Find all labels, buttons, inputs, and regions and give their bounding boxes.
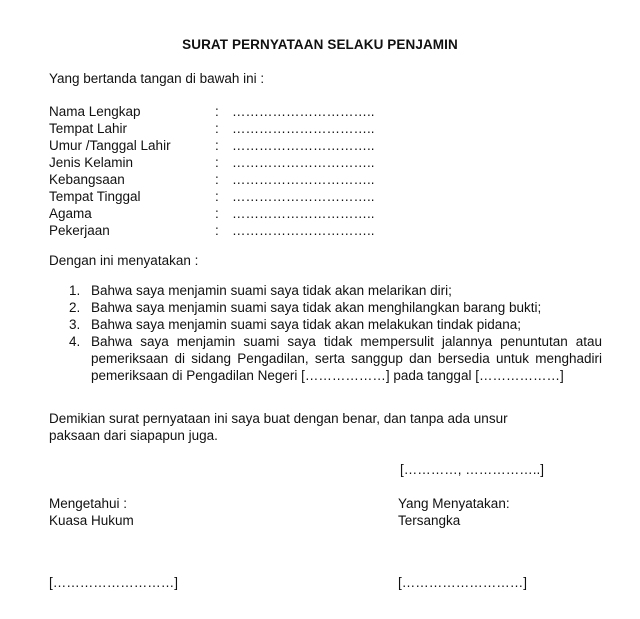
signature-block-right <box>398 495 510 529</box>
list-item <box>69 333 602 384</box>
field-row-nama <box>49 103 449 120</box>
list-item-text: Bahwa saya menjamin suami saya tidak akan menghilangkan barang bukti; <box>91 300 542 315</box>
identity-fields <box>49 103 449 239</box>
signature-role: Tersangka <box>398 513 461 528</box>
field-value-blank: ………………………….. <box>232 121 375 136</box>
field-label: Tempat Tinggal <box>49 189 141 204</box>
field-row-agama <box>49 205 449 222</box>
field-colon: : <box>215 104 219 119</box>
list-item <box>69 282 602 299</box>
field-colon: : <box>215 138 219 153</box>
field-value-blank: ………………………….. <box>232 104 375 119</box>
list-item-number: 1. <box>69 283 81 298</box>
field-label: Agama <box>49 206 92 221</box>
signature-name-blank-left: [………………………] <box>49 575 179 590</box>
field-colon: : <box>215 121 219 136</box>
field-label: Tempat Lahir <box>49 121 128 136</box>
field-row-kebangsaan <box>49 171 449 188</box>
list-item-number: 4. <box>69 334 81 349</box>
list-item-text: Bahwa saya menjamin suami saya tidak akan melakukan tindak pidana; <box>91 317 521 332</box>
list-item-number: 3. <box>69 317 81 332</box>
closing-paragraph: Demikian surat pernyataan ini saya buat dengan benar, dan tanpa ada unsur paksaan dari siapapun juga. <box>49 411 508 443</box>
field-colon: : <box>215 223 219 238</box>
field-colon: : <box>215 155 219 170</box>
field-value-blank: ………………………….. <box>232 206 375 221</box>
field-colon: : <box>215 189 219 204</box>
statement-list <box>69 282 602 384</box>
place-date-line: […………, ……………..] <box>400 462 545 477</box>
signature-name-blank-right: [………………………] <box>398 575 528 590</box>
list-item-text: Bahwa saya menjamin suami saya tidak akan melarikan diri; <box>91 283 452 298</box>
list-item-text: Bahwa saya menjamin suami saya tidak mempersulit jalannya penuntutan atau pemeriksaan di sidang Pengadilan, serta sanggup dan bersedia untuk menghadiri pemeriksaan di Pengadilan Negeri [………………] pada tanggal [………………] <box>91 334 602 383</box>
field-value-blank: ………………………….. <box>232 138 375 153</box>
signature-heading: Yang Menyatakan: <box>398 496 510 511</box>
signature-block-left <box>49 495 134 529</box>
list-item <box>69 316 602 333</box>
field-row-tempat-lahir <box>49 120 449 137</box>
list-item <box>69 299 602 316</box>
document-title: SURAT PERNYATAAN SELAKU PENJAMIN <box>182 37 458 52</box>
field-row-tempat-tinggal <box>49 188 449 205</box>
field-label: Nama Lengkap <box>49 104 141 119</box>
field-row-pekerjaan <box>49 222 449 239</box>
signature-role: Kuasa Hukum <box>49 513 134 528</box>
field-colon: : <box>215 172 219 187</box>
field-label: Umur /Tanggal Lahir <box>49 138 171 153</box>
field-value-blank: ………………………….. <box>232 155 375 170</box>
field-value-blank: ………………………….. <box>232 189 375 204</box>
list-item-number: 2. <box>69 300 81 315</box>
intro-text: Yang bertanda tangan di bawah ini : <box>49 71 265 86</box>
declaration-intro: Dengan ini menyatakan : <box>49 253 199 268</box>
field-colon: : <box>215 206 219 221</box>
field-row-jenis-kelamin <box>49 154 449 171</box>
field-label: Pekerjaan <box>49 223 110 238</box>
field-value-blank: ………………………….. <box>232 223 375 238</box>
field-value-blank: ………………………….. <box>232 172 375 187</box>
field-row-umur <box>49 137 449 154</box>
field-label: Jenis Kelamin <box>49 155 134 170</box>
field-label: Kebangsaan <box>49 172 125 187</box>
signature-heading: Mengetahui : <box>49 496 128 511</box>
